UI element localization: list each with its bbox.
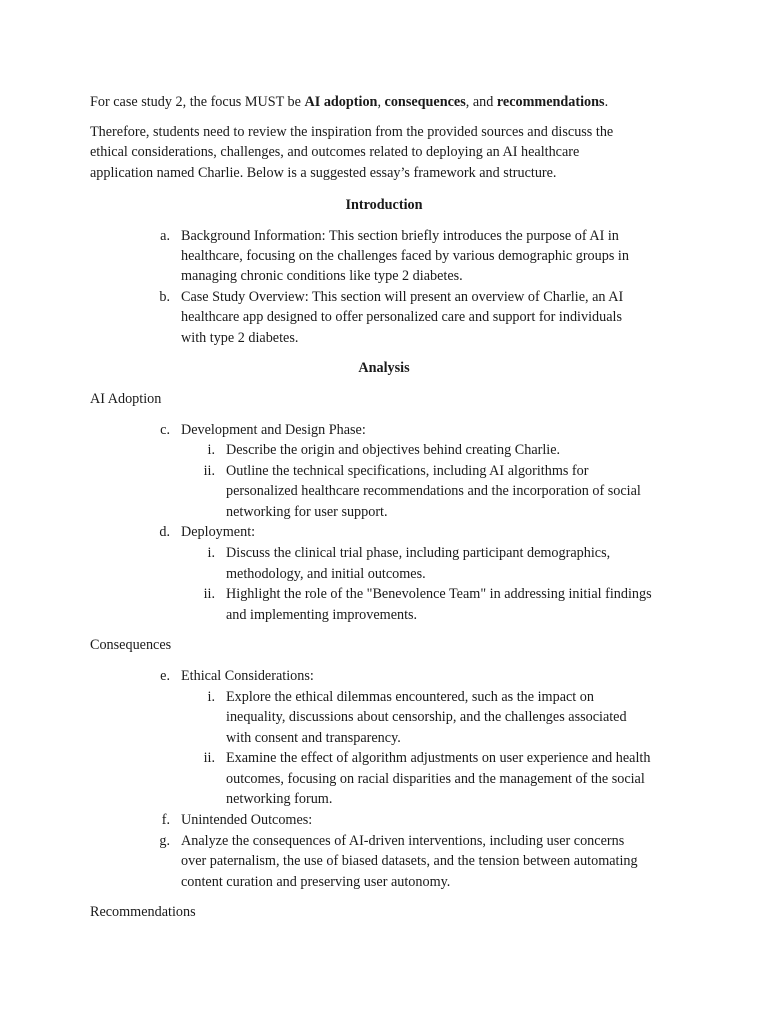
list-marker: e.: [160, 668, 170, 684]
focus-consequences: consequences: [384, 94, 466, 110]
paragraph-line: Therefore, students need to review the inspiration from the provided sources and discuss the: [90, 124, 614, 140]
consequences-heading: Consequences: [90, 637, 172, 653]
sublist-marker: i.: [207, 689, 215, 705]
sublist-item-line: networking forum.: [226, 791, 333, 807]
list-item-line: over paternalism, the use of biased datasets, and the tension between automating: [181, 853, 638, 869]
sublist-item-line: Outline the technical specifications, including AI algorithms for: [226, 463, 589, 479]
sublist-marker: ii.: [203, 750, 215, 766]
sublist-item-line: Explore the ethical dilemmas encountered, such as the impact on: [226, 689, 594, 705]
list-marker: d.: [159, 524, 170, 540]
sublist-item-line: Highlight the role of the "Benevolence Team" in addressing initial findings: [226, 586, 652, 602]
recommendations-heading: Recommendations: [90, 904, 196, 920]
sublist-item-line: Examine the effect of algorithm adjustments on user experience and health: [226, 750, 651, 766]
focus-text: For case study 2, the focus MUST be: [90, 94, 305, 110]
list-item-line: healthcare app designed to offer personalized care and support for individuals: [181, 309, 622, 325]
sublist-marker: i.: [207, 442, 215, 458]
paragraph-line: application named Charlie. Below is a suggested essay’s framework and structure.: [90, 165, 557, 181]
list-marker: c.: [160, 422, 170, 438]
ai-adoption-heading: AI Adoption: [90, 391, 162, 407]
sublist-item-line: and implementing improvements.: [226, 607, 418, 623]
sublist-item-line: Discuss the clinical trial phase, including participant demographics,: [226, 545, 611, 561]
sublist-item-line: inequality, discussions about censorship, and the challenges associated: [226, 709, 627, 725]
list-item-line: Background Information: This section briefly introduces the purpose of AI in: [181, 228, 619, 244]
focus-recommendations: recommendations: [496, 94, 605, 110]
sublist-item-line: personalized healthcare recommendations and the incorporation of social: [226, 483, 641, 499]
list-item-line: healthcare, focusing on the challenges faced by various demographic groups in: [181, 248, 629, 264]
focus-statement: [90, 93, 608, 111]
sublist-marker: ii.: [203, 463, 215, 479]
list-item-line: Case Study Overview: This section will present an overview of Charlie, an AI: [181, 289, 624, 305]
introduction-heading: Introduction: [345, 197, 423, 213]
list-marker: g.: [159, 833, 170, 849]
list-item-line: managing chronic conditions like type 2 diabetes.: [181, 268, 463, 284]
list-item-label: Development and Design Phase:: [181, 422, 366, 438]
focus-sep: ,: [377, 94, 385, 110]
list-marker: b.: [159, 289, 170, 305]
list-item-label: Ethical Considerations:: [181, 668, 314, 684]
list-item-label: Deployment:: [181, 524, 256, 540]
sublist-item-line: networking for user support.: [226, 504, 388, 520]
list-marker: f.: [161, 812, 170, 828]
focus-ai-adoption: AI adoption: [304, 94, 378, 110]
list-item-line: Analyze the consequences of AI-driven interventions, including user concerns: [181, 833, 625, 849]
list-item-line: with type 2 diabetes.: [181, 330, 299, 346]
sublist-item-line: with consent and transparency.: [226, 730, 401, 746]
analysis-heading: Analysis: [358, 360, 410, 376]
list-marker: a.: [160, 228, 170, 244]
sublist-item-line: outcomes, focusing on racial disparities and the management of the social: [226, 771, 645, 787]
list-item-line: content curation and preserving user autonomy.: [181, 874, 451, 890]
sublist-marker: ii.: [203, 586, 215, 602]
sublist-item-line: Describe the origin and objectives behind creating Charlie.: [226, 442, 561, 458]
sublist-marker: i.: [207, 545, 215, 561]
focus-sep: , and: [465, 94, 497, 110]
list-item-label: Unintended Outcomes:: [181, 812, 313, 828]
sublist-item-line: methodology, and initial outcomes.: [226, 566, 426, 582]
focus-end: .: [604, 94, 609, 110]
paragraph-line: ethical considerations, challenges, and outcomes related to deploying an AI healthcare: [90, 144, 580, 160]
